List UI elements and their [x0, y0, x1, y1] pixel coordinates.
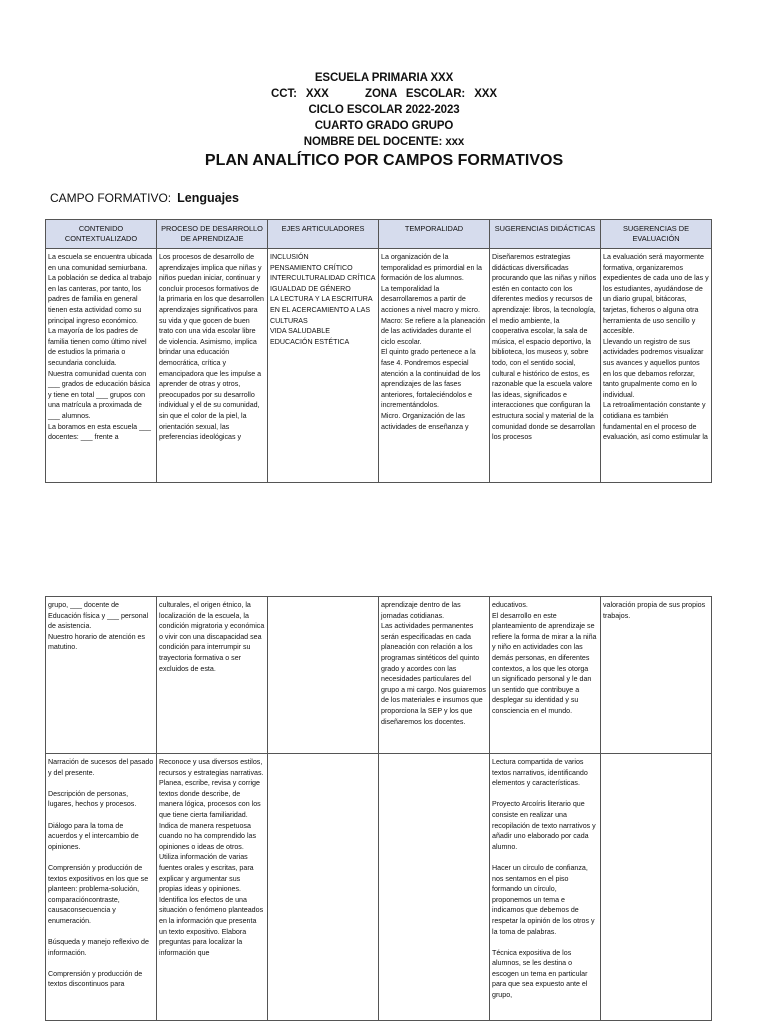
cell-ejes	[268, 754, 379, 1021]
campo-formativo	[50, 191, 239, 205]
cell-proceso: Los procesos de desarrollo de aprendizajes implica que niñas y niños puedan iniciar, continuar y concluir procesos formativos de la primaria en los que desarrollen aprendizajes significativos para su vida y que gocen de buen trato con una vida escolar libre de violencia. Asimismo, implica brindar una educación democrática, crítica y emancipadora que les impulse a aprender de otras y otros, preocupados por su desarrollo individual y el de su comunidad, sin que el color de la piel, la orientación sexual, las preferencias ideológicas y	[157, 249, 268, 483]
cell-sugerencias-didacticas	[490, 754, 601, 1021]
cell-sugerencias-evaluacion	[601, 754, 712, 1021]
document-title: PLAN ANALÍTICO POR CAMPOS FORMATIVOS	[204, 152, 564, 169]
cell-ejes	[268, 597, 379, 754]
grado-grupo: CUARTO GRADO GRUPO	[314, 120, 454, 132]
plan-table-part-1	[45, 219, 712, 483]
cell-paragraph: Técnica expositiva de los alumnos, se les destina o escogen un tema en particular para que sea expuesto ante el grupo,	[492, 948, 588, 1000]
header-temporalidad: TEMPORALIDAD	[379, 220, 490, 249]
ciclo-escolar: CICLO ESCOLAR 2022-2023	[308, 104, 460, 116]
cell-paragraph: Comprensión y producción de textos discontinuos para	[48, 969, 143, 989]
cell-sugerencias-didacticas: educativos. El desarrollo en este planteamiento de aprendizaje se refiere la forma de mirar a la niña y niño en actividades con las demás personas, en diferentes contextos, a los que les otorga un significado personal y le dan un sentido que contribuye a desplegar su identidad y su consciencia en el mundo.	[490, 597, 601, 754]
campo-value: Lenguajes	[177, 191, 239, 205]
cell-paragraph: Diálogo para la toma de acuerdos y el intercambio de opiniones.	[48, 821, 139, 851]
school-name: ESCUELA PRIMARIA XXX	[314, 72, 454, 84]
header-ejes: EJES ARTICULADORES	[268, 220, 379, 249]
table-row	[46, 754, 712, 1021]
plan-table-part-2	[45, 596, 712, 1021]
cell-sugerencias-evaluacion: valoración propia de sus propios trabajos.	[601, 597, 712, 754]
nombre-docente: NOMBRE DEL DOCENTE: xxx	[303, 136, 465, 148]
cell-contenido: grupo, ___ docente de Educación física y ___ personal de asistencia. Nuestro horario de atención es matutino.	[46, 597, 157, 754]
header-sugerencias-evaluacion: SUGERENCIAS DE EVALUACIÓN	[601, 220, 712, 249]
header-sugerencias-didacticas: SUGERENCIAS DIDÁCTICAS	[490, 220, 601, 249]
cell-paragraph: Descripción de personas, lugares, hechos y procesos.	[48, 789, 137, 809]
cell-temporalidad: La organización de la temporalidad es primordial en la formación de los alumnos. La temporalidad la desarrollaremos a partir de acciones a nivel macro y micro. Macro: Se refiere a la planeación de las actividades durante el ciclo escolar. El quinto grado pertenece a la fase 4. Pondremos especial atención a la continuidad de los aprendizajes de las fases anteriores, fortaleciéndolos e incrementándolos. Micro. Organización de las actividades de enseñanza y	[379, 249, 490, 483]
cell-sugerencias-evaluacion: La evaluación será mayormente formativa, organizaremos expedientes de cada uno de las y los estudiantes, ayudándose de un diario grupal, bitácoras, tarjetas, ficheros o alguna otra herramienta de uso sencillo y accesible. Llevando un registro de sus actividades podremos visualizar sus avances y aquellos puntos en los que debamos reforzar, tanto grupalmente como en lo individual. La retroalimentación constante y cotidiana es también fundamental en el proceso de evaluación, así como estimular la	[601, 249, 712, 483]
cell-paragraph: Comprensión y producción de textos expositivos en los que se planteen: problema-solución, comparacióncontraste, causaconsecuencia y enumeración.	[48, 863, 149, 925]
cell-paragraph: Hacer un círculo de confianza, nos sentamos en el piso formando un círculo, proponemos un tema e indicamos que debemos de respetar la opinión de los otros y la toma de palabras.	[492, 863, 595, 936]
table-row	[46, 597, 712, 754]
cell-ejes: INCLUSIÓN PENSAMIENTO CRÍTICO INTERCULTURALIDAD CRÍTICA IGUALDAD DE GÉNERO LA LECTURA Y LA ESCRITURA EN EL ACERCAMIENTO A LAS CULTURAS VIDA SALUDABLE EDUCACIÓN ESTÉTICA	[268, 249, 379, 483]
cell-temporalidad: aprendizaje dentro de las jornadas cotidianas. Las actividades permanentes serán especificadas en cada planeación con relación a los programas sintéticos del quinto grado y acordes con las necesidades particulares del grupo a mi cargo. Nos guiaremos de los materiales e insumos que proporciona la SEP y los que diseñaremos los docentes.	[379, 597, 490, 754]
cell-proceso	[157, 754, 268, 1021]
campo-label: CAMPO FORMATIVO:	[50, 191, 172, 205]
cell-proceso: culturales, el origen étnico, la localización de la escuela, la condición migratoria y económica o vivir con una discapacidad sea condición para interrumpir su trayectoria formativa o ser excluidos de esta.	[157, 597, 268, 754]
cell-paragraph: Proyecto Arcoíris literario que consiste en realizar una recopilación de texto narrativos y añadir uno elaborado por cada alumno.	[492, 800, 596, 851]
cell-paragraph: Narración de sucesos del pasado y del presente.	[48, 758, 154, 777]
header-proceso: PROCESO DE DESARROLLO DE APRENDIZAJE	[157, 220, 268, 249]
header-contenido: CONTENIDO CONTEXTUALIZADO	[46, 220, 157, 249]
cct-zona: CCT: XXX ZONA ESCOLAR: XXX	[271, 88, 497, 100]
cell-sugerencias-didacticas: Diseñaremos estrategias didácticas diversificadas procurando que las niñas y niños estén en contacto con los diferentes medios y recursos de aprendizaje: libros, la tecnología, el medio ambiente, la cooperativa escolar, la sala de música, el espacio deportivo, la biblioteca, los museos y, sobre todo, con el sentido social, cultural e histórico de estos, es razonable que la escuela valore las ideas, significados e interacciones que configuran la estructura social y material de la comunidad donde se desarrollan los procesos	[490, 249, 601, 483]
cell-paragraph: Lectura compartida de varios textos narrativos, identificando elementos y características.	[492, 758, 588, 788]
table-header-row	[46, 220, 712, 249]
table-row	[46, 249, 712, 483]
cell-paragraph: Reconoce y usa diversos estilos, recursos y estrategias narrativas. Planea, escribe, revisa y corrige textos donde describe, de manera lógica, procesos con los que tiene cierta familiaridad. Indica de manera respetuosa cuando no ha comprendido las opiniones o ideas de otros. Utiliza información de varias fuentes orales y escritas, para explicar y argumentar sus propias ideas y opiniones. Identifica los efectos de una situación o fenómeno planteados en la información que presenta un texto expositivo. Elabora preguntas para localizar la información que	[159, 758, 264, 957]
cell-contenido	[46, 754, 157, 1021]
document-header	[0, 70, 768, 171]
cell-temporalidad	[379, 754, 490, 1021]
cell-paragraph: Búsqueda y manejo reflexivo de información.	[48, 938, 149, 957]
cell-contenido: La escuela se encuentra ubicada en una comunidad semiurbana. La población se dedica al trabajo en las canteras, por tanto, los padres de familia en general tienen esta actividad como su principal ingreso económico. La mayoría de los padres de familia tienen como último nivel de estudios la primaria o secundaria concluida. Nuestra comunidad cuenta con ___ grados de educación básica y tiene en total ___ grupos con una matrícula a proximada de ___ alumnos. La boramos en esta escuela ___ docentes: ___ frente a	[46, 249, 157, 483]
